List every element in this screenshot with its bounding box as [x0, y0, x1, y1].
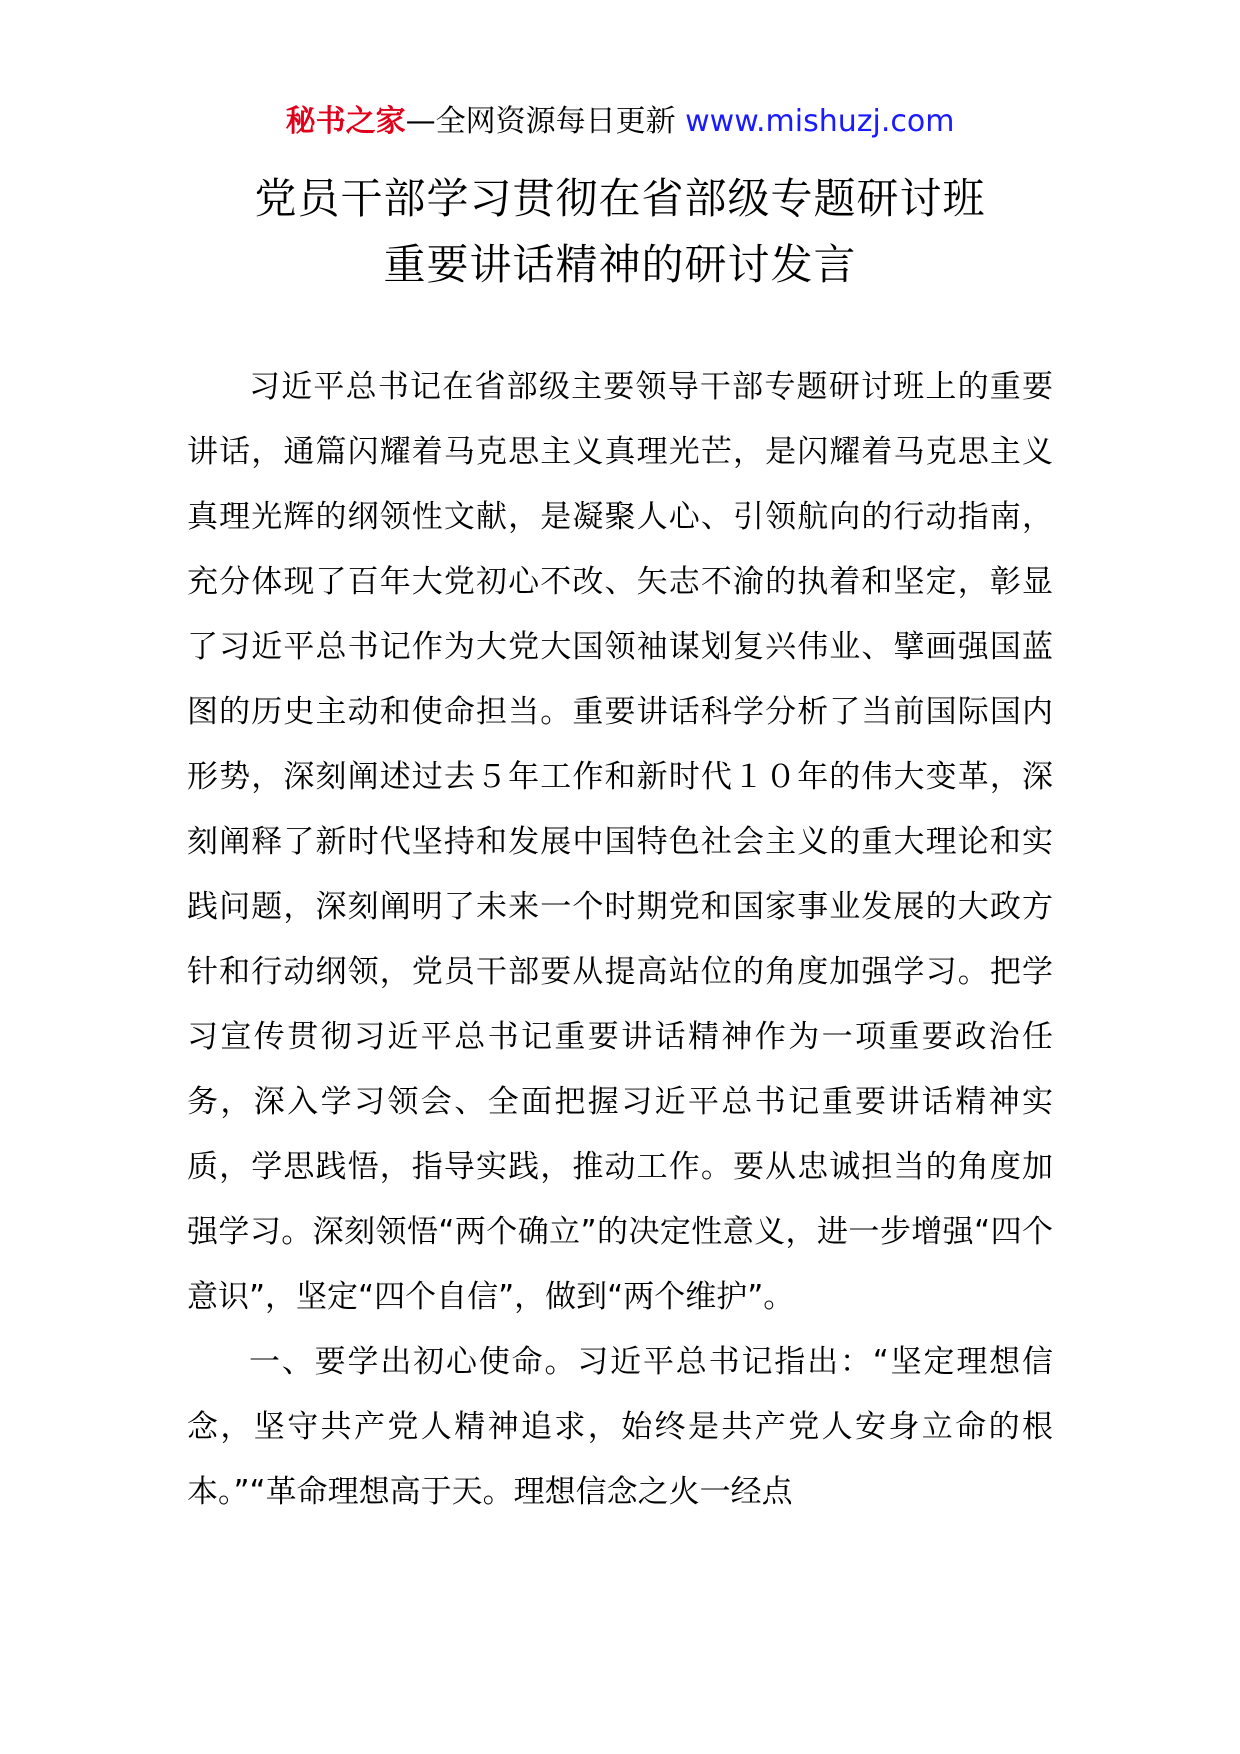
document-title: [0, 166, 1240, 298]
title-line-2: 重要讲话精神的研讨发言: [383, 240, 857, 289]
body-paragraph: 一、要学出初心使命。习近平总书记指出：“坚定理想信念，坚守共产党人精神追求，始终是共产党人安身立命的根本。”“革命理想高于天。理想信念之火一经点: [187, 1344, 1053, 1510]
site-tagline: —全网资源每日更新: [405, 104, 676, 139]
site-header: [0, 100, 1240, 144]
site-brand: 秘书之家: [285, 104, 406, 139]
body-paragraph: 习近平总书记在省部级主要领导干部专题研讨班上的重要讲话，通篇闪耀着马克思主义真理光芒，是闪耀着马克思主义真理光辉的纲领性文献，是凝聚人心、引领航向的行动指南，充分体现了百年大党初心不改、矢志不渝的执着和坚定，彰显了习近平总书记作为大党大国领袖谋划复兴伟业、擘画强国蓝图的历史主动和使命担当。重要讲话科学分析了当前国际国内形势，深刻阐述过去５年工作和新时代１０年的伟大变革，深刻阐释了新时代坚持和发展中国特色社会主义的重大理论和实践问题，深刻阐明了未来一个时期党和国家事业发展的大政方针和行动纲领，党员干部要从提高站位的角度加强学习。把学习宣传贯彻习近平总书记重要讲话精神作为一项重要政治任务，深入学习领会、全面把握习近平总书记重要讲话精神实质，学思践悟，指导实践，推动工作。要从忠诚担当的角度加强学习。深刻领悟“两个确立”的决定性意义，进一步增强“四个意识”，坚定“四个自信”，做到“两个维护”。: [187, 369, 1053, 1315]
site-url-link[interactable]: www.mishuzj.com: [685, 104, 955, 139]
title-line-1: 党员干部学习贯彻在省部级专题研讨班: [254, 174, 986, 223]
document-body: [187, 355, 1053, 1525]
